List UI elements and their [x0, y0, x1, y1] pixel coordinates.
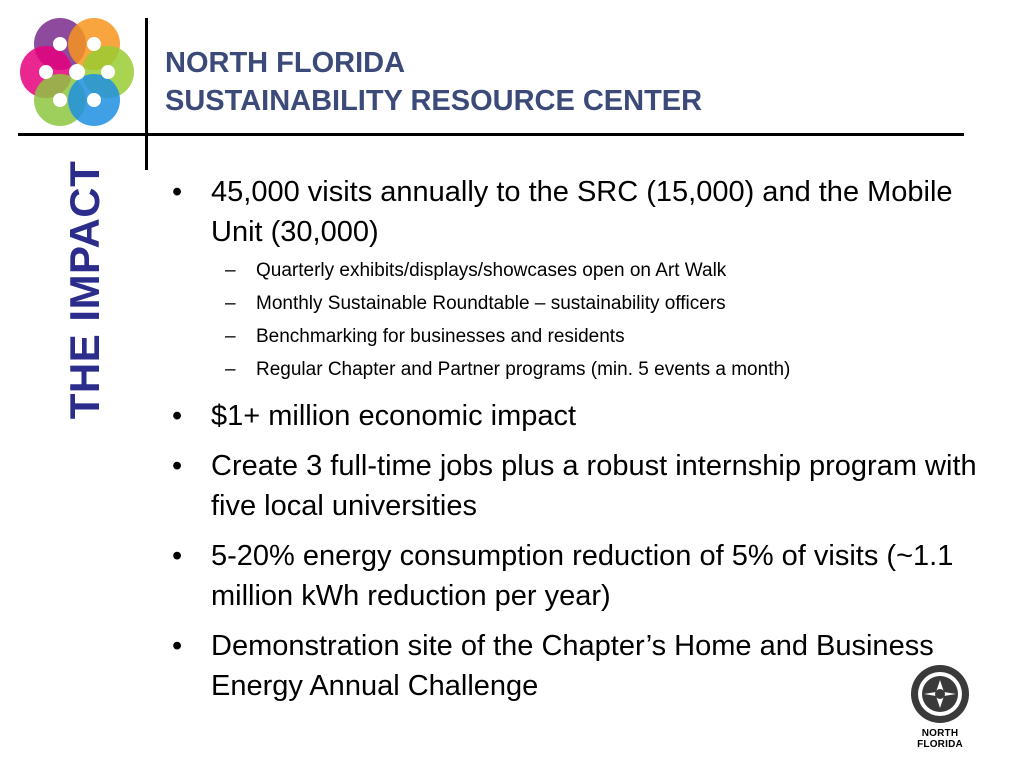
- usgbc-chapter-logo: [898, 664, 982, 750]
- bullet-text: Create 3 full-time jobs plus a robust internship program with five local universities: [211, 450, 977, 522]
- side-label: THE IMPACT: [61, 160, 108, 420]
- bullet-item: [172, 446, 992, 526]
- bullet-list: [172, 172, 992, 716]
- bullet-item: [172, 626, 992, 706]
- bullet-item: [172, 536, 992, 616]
- sub-bullet-item: [211, 320, 992, 353]
- usgbc-label: NORTH FLORIDA: [917, 728, 963, 750]
- bullet-text: Demonstration site of the Chapter’s Home and Business Energy Annual Challenge: [211, 630, 934, 702]
- sub-bullet-mark: –: [225, 293, 236, 314]
- bullet-item: [172, 396, 992, 436]
- sub-bullet-text: Monthly Sustainable Roundtable – sustainability officers: [256, 293, 726, 314]
- page-title: [165, 44, 702, 120]
- sub-bullet-text: Quarterly exhibits/displays/showcases open on Art Walk: [256, 260, 727, 281]
- sub-bullet-item: [211, 287, 992, 320]
- sub-bullet-item: [211, 353, 992, 386]
- title-line-1: NORTH FLORIDA: [165, 47, 406, 79]
- sub-bullet-mark: –: [225, 260, 236, 281]
- sub-bullet-text: Benchmarking for businesses and residents: [256, 326, 625, 347]
- sub-bullet-text: Regular Chapter and Partner programs (min. 5 events a month): [256, 359, 791, 380]
- sub-bullet-mark: –: [225, 326, 236, 347]
- bullet-mark: •: [172, 630, 183, 662]
- bullet-mark: •: [172, 540, 183, 572]
- horizontal-divider: [18, 133, 964, 136]
- bullet-text: 45,000 visits annually to the SRC (15,000) and the Mobile Unit (30,000): [211, 176, 953, 248]
- bullet-text: 5-20% energy consumption reduction of 5% of visits (~1.1 million kWh reduction per year): [211, 540, 954, 612]
- usgbc-seal-icon: [910, 664, 970, 724]
- sub-bullet-list: [211, 254, 992, 386]
- vertical-divider: [145, 18, 148, 170]
- bullet-mark: •: [172, 450, 183, 482]
- bullet-mark: •: [172, 176, 183, 208]
- sub-bullet-mark: –: [225, 359, 236, 380]
- sub-bullet-item: [211, 254, 992, 287]
- title-line-2: SUSTAINABILITY RESOURCE CENTER: [165, 85, 703, 117]
- src-logo-icon: [18, 14, 136, 130]
- bullet-text: $1+ million economic impact: [211, 400, 577, 432]
- bullet-mark: •: [172, 400, 183, 432]
- bullet-item: [172, 172, 992, 386]
